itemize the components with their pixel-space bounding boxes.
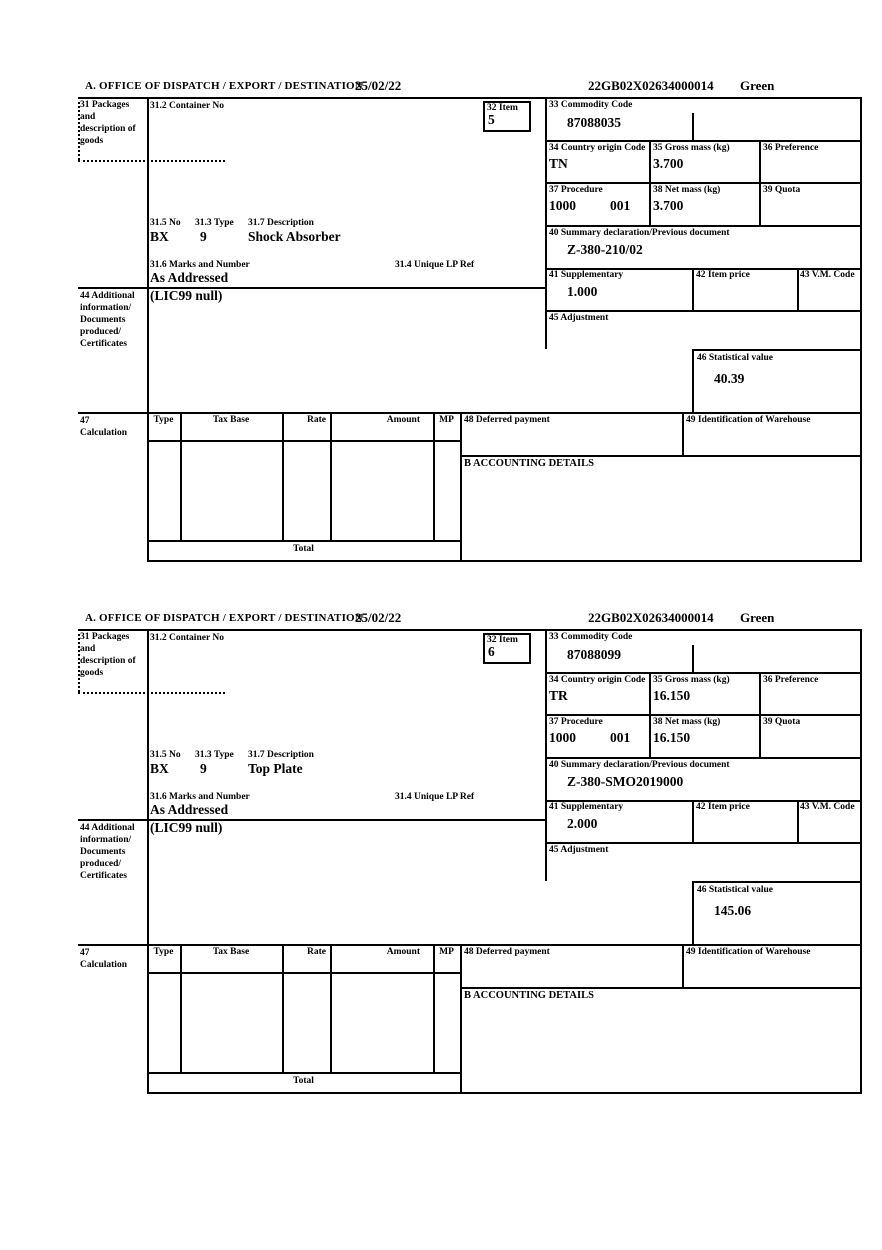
description-value: Top Plate — [248, 761, 303, 776]
package-type-label: 31.3 Type — [195, 218, 234, 228]
calc-col-rate: Rate — [307, 415, 326, 425]
divider — [282, 944, 284, 1072]
quota-label: 39 Quota — [763, 717, 801, 727]
calc-col-type: Type — [153, 947, 174, 957]
divider — [860, 97, 862, 562]
office-of-dispatch-label: A. OFFICE OF DISPATCH / EXPORT / DESTINATION — [85, 80, 363, 92]
description-label: 31.7 Description — [248, 750, 314, 760]
statistical-value: 145.06 — [714, 903, 752, 918]
warehouse-identification-label: 49 Identification of Warehouse — [686, 415, 811, 425]
calc-col-amount: Amount — [386, 415, 420, 425]
previous-document-value: Z-380-SMO2019000 — [567, 774, 684, 789]
additional-information-value: (LIC99 null) — [150, 820, 223, 835]
package-type-value: 9 — [200, 761, 207, 776]
calculation-label: 47 Calculation — [80, 416, 127, 438]
additional-information-label: 44 Additional information/ Documents produced/ Certificates — [80, 291, 135, 349]
divider — [460, 987, 860, 989]
divider — [692, 881, 694, 944]
gross-mass-value: 16.150 — [653, 688, 691, 703]
dotted-divider — [78, 692, 225, 694]
previous-document-value: Z-380-210/02 — [567, 242, 643, 257]
divider — [147, 97, 149, 562]
item-label: 32 Item — [487, 103, 518, 113]
calc-total-label: Total — [293, 544, 314, 554]
item-label: 32 Item — [487, 635, 518, 645]
commodity-code-label: 33 Commodity Code — [549, 632, 633, 642]
commodity-code-split-line — [692, 645, 694, 672]
description-value: Shock Absorber — [248, 229, 341, 244]
divider — [147, 560, 862, 562]
procedure-code2-value: 001 — [610, 198, 631, 213]
country-origin-label: 34 Country origin Code — [549, 143, 646, 153]
divider — [545, 714, 860, 716]
sad-continuation-form — [78, 610, 862, 1095]
unique-lp-ref-label: 31.4 Unique LP Ref — [395, 260, 475, 270]
preference-label: 36 Preference — [763, 675, 819, 685]
sad-continuation-form — [78, 78, 862, 563]
procedure-value: 1000 — [549, 730, 576, 745]
packages-description-label: 31 Packages and description of goods — [80, 632, 136, 678]
divider — [692, 349, 860, 351]
package-no-value: BX — [150, 229, 169, 244]
procedure-code2-value: 001 — [610, 730, 631, 745]
supplementary-value: 1.000 — [567, 284, 598, 299]
divider — [460, 455, 860, 457]
gross-mass-value: 3.700 — [653, 156, 684, 171]
commodity-code-value: 87088099 — [567, 647, 621, 662]
container-no-label: 31.2 Container No — [150, 101, 224, 111]
routing-indicator: Green — [740, 610, 775, 625]
divider — [460, 412, 462, 562]
divider — [460, 944, 462, 1094]
adjustment-label: 45 Adjustment — [549, 845, 609, 855]
package-no-label: 31.5 No — [150, 750, 181, 760]
marks-number-label: 31.6 Marks and Number — [150, 260, 250, 270]
item-number-box — [483, 101, 531, 132]
divider — [649, 140, 651, 225]
divider — [78, 287, 545, 289]
declaration-date: 25/02/22 — [355, 610, 402, 625]
gross-mass-label: 35 Gross mass (kg) — [653, 675, 730, 685]
item-number-value: 5 — [488, 112, 495, 127]
divider — [797, 268, 799, 310]
divider — [545, 672, 860, 674]
divider — [78, 412, 860, 414]
divider — [147, 972, 460, 974]
divider — [682, 412, 684, 455]
divider — [692, 268, 694, 310]
calc-col-mp: MP — [439, 415, 454, 425]
vm-code-label: 43 V.M. Code — [800, 270, 855, 280]
divider — [545, 225, 860, 227]
divider — [692, 349, 694, 412]
calc-col-tax-base: Tax Base — [212, 415, 250, 425]
divider — [78, 944, 860, 946]
packages-description-label: 31 Packages and description of goods — [80, 100, 136, 146]
routing-indicator: Green — [740, 78, 775, 93]
calc-col-rate: Rate — [307, 947, 326, 957]
declaration-reference: 22GB02X02634000014 — [588, 78, 714, 93]
calc-col-mp: MP — [439, 947, 454, 957]
divider — [797, 800, 799, 842]
net-mass-label: 38 Net mass (kg) — [653, 185, 721, 195]
office-of-dispatch-label: A. OFFICE OF DISPATCH / EXPORT / DESTINATION — [85, 612, 363, 624]
warehouse-identification-label: 49 Identification of Warehouse — [686, 947, 811, 957]
net-mass-label: 38 Net mass (kg) — [653, 717, 721, 727]
divider — [692, 800, 694, 842]
package-type-label: 31.3 Type — [195, 750, 234, 760]
divider — [759, 140, 761, 225]
commodity-code-label: 33 Commodity Code — [549, 100, 633, 110]
deferred-payment-label: 48 Deferred payment — [464, 415, 550, 425]
statistical-value: 40.39 — [714, 371, 745, 386]
accounting-details-label: B ACCOUNTING DETAILS — [464, 458, 594, 469]
description-label: 31.7 Description — [248, 218, 314, 228]
quota-label: 39 Quota — [763, 185, 801, 195]
item-number-box — [483, 633, 531, 664]
statistical-value-label: 46 Statistical value — [697, 885, 773, 895]
previous-document-label: 40 Summary declaration/Previous document — [549, 228, 730, 238]
deferred-payment-label: 48 Deferred payment — [464, 947, 550, 957]
country-origin-value: TR — [549, 688, 568, 703]
marks-number-value: As Addressed — [150, 270, 229, 285]
divider — [759, 672, 761, 757]
procedure-label: 37 Procedure — [549, 717, 603, 727]
additional-information-value: (LIC99 null) — [150, 288, 223, 303]
supplementary-label: 41 Supplementary — [549, 802, 624, 812]
declaration-reference: 22GB02X02634000014 — [588, 610, 714, 625]
divider — [433, 944, 435, 1072]
gross-mass-label: 35 Gross mass (kg) — [653, 143, 730, 153]
divider — [78, 629, 862, 631]
divider — [545, 140, 860, 142]
preference-label: 36 Preference — [763, 143, 819, 153]
divider — [147, 440, 460, 442]
divider — [433, 412, 435, 540]
marks-number-label: 31.6 Marks and Number — [150, 792, 250, 802]
container-no-label: 31.2 Container No — [150, 633, 224, 643]
divider — [545, 757, 860, 759]
procedure-label: 37 Procedure — [549, 185, 603, 195]
item-price-label: 42 Item price — [696, 802, 750, 812]
dotted-divider — [78, 160, 225, 162]
divider — [545, 842, 860, 844]
previous-document-label: 40 Summary declaration/Previous document — [549, 760, 730, 770]
commodity-code-value: 87088035 — [567, 115, 621, 130]
divider — [147, 1092, 862, 1094]
divider — [330, 944, 332, 1072]
divider — [78, 97, 862, 99]
net-mass-value: 16.150 — [653, 730, 691, 745]
package-no-label: 31.5 No — [150, 218, 181, 228]
divider — [649, 672, 651, 757]
package-type-value: 9 — [200, 229, 207, 244]
statistical-value-label: 46 Statistical value — [697, 353, 773, 363]
calc-col-type: Type — [153, 415, 174, 425]
divider — [682, 944, 684, 987]
vm-code-label: 43 V.M. Code — [800, 802, 855, 812]
divider — [180, 944, 182, 1072]
supplementary-value: 2.000 — [567, 816, 598, 831]
divider — [147, 629, 149, 1094]
divider — [330, 412, 332, 540]
net-mass-value: 3.700 — [653, 198, 684, 213]
marks-number-value: As Addressed — [150, 802, 229, 817]
item-number-value: 6 — [488, 644, 495, 659]
additional-information-label: 44 Additional information/ Documents produced/ Certificates — [80, 823, 135, 881]
adjustment-label: 45 Adjustment — [549, 313, 609, 323]
country-origin-value: TN — [549, 156, 568, 171]
divider — [282, 412, 284, 540]
divider — [692, 881, 860, 883]
commodity-code-split-line — [692, 113, 694, 140]
calculation-label: 47 Calculation — [80, 948, 127, 970]
procedure-value: 1000 — [549, 198, 576, 213]
calc-total-label: Total — [293, 1076, 314, 1086]
accounting-details-label: B ACCOUNTING DETAILS — [464, 990, 594, 1001]
divider — [860, 629, 862, 1094]
package-no-value: BX — [150, 761, 169, 776]
divider — [545, 182, 860, 184]
supplementary-label: 41 Supplementary — [549, 270, 624, 280]
divider — [180, 412, 182, 540]
divider — [147, 540, 460, 542]
country-origin-label: 34 Country origin Code — [549, 675, 646, 685]
calc-col-tax-base: Tax Base — [212, 947, 250, 957]
declaration-date: 25/02/22 — [355, 78, 402, 93]
divider — [78, 819, 545, 821]
divider — [147, 1072, 460, 1074]
calc-col-amount: Amount — [386, 947, 420, 957]
unique-lp-ref-label: 31.4 Unique LP Ref — [395, 792, 475, 802]
divider — [545, 310, 860, 312]
item-price-label: 42 Item price — [696, 270, 750, 280]
